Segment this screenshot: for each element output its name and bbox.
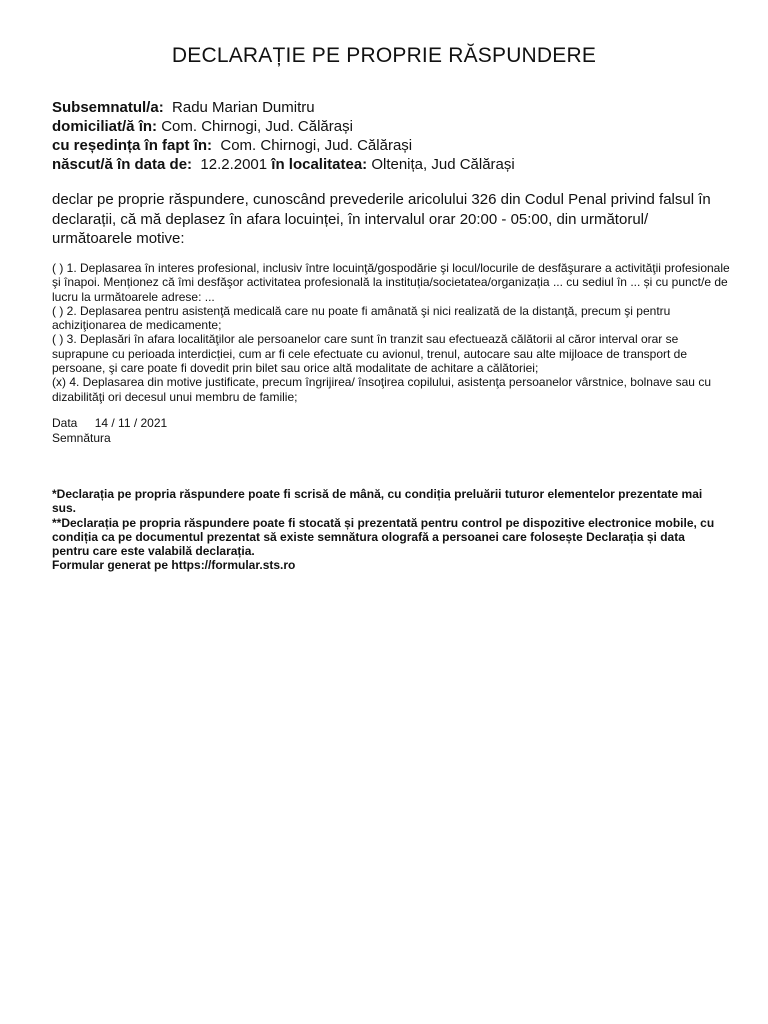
- residence-label: cu reședința în fapt în:: [52, 137, 213, 154]
- birth-label: născut/ă în data de:: [52, 156, 193, 173]
- footnotes: [52, 487, 722, 573]
- motive-item: (x) 4. Deplasarea din motive justificate, precum îngrijirea/ însoţirea copilului, asistenţa persoanelor vârstnice, bolnave sau cu dizabilităţi ori decesul unui membru de familie;: [52, 375, 711, 404]
- domicile-value: Com. Chirnogi, Jud. Călărași: [161, 118, 353, 135]
- name-label: Subsemnatul/a:: [52, 99, 164, 116]
- birth-place-label: în localitatea:: [271, 156, 368, 173]
- domicile-label: domiciliat/ă în:: [52, 118, 158, 135]
- footnote-handwritten: *Declarația pe propria răspundere poate fi scrisă de mână, cu condiția preluării tuturor elementelor prezentate mai sus.: [52, 487, 703, 516]
- date-value: 14 / 11 / 2021: [94, 416, 168, 430]
- name-value: Radu Marian Dumitru: [172, 99, 315, 116]
- motive-item: ( ) 1. Deplasarea în interes profesional, inclusiv între locuinţă/gospodărie şi locul/locurile de desfăşurare a activităţii profesionale şi înapoi. Menționez că îmi desfăşor activitatea profesională la instituția/societatea/organizația ... cu sediul în ... și cu punct/e de lucru la următoarele adrese: ...: [52, 261, 730, 304]
- date-signature-block: [52, 416, 167, 446]
- birth-row: [52, 155, 732, 174]
- motive-item: ( ) 2. Deplasarea pentru asistenţă medicală care nu poate fi amânată şi nici realizată de la distanţă, precum şi pentru achiziţionarea de medicamente;: [52, 303, 671, 333]
- birth-date: 12.2.2001: [200, 156, 268, 173]
- signature-label: Semnătura: [52, 431, 111, 445]
- footnote-generator: Formular generat pe https://formular.sts.ro: [52, 558, 296, 573]
- footnote-electronic: **Declarația pe propria răspundere poate fi stocată și prezentată pentru control pe dispozitive electronice mobile, cu condiția ca pe documentul prezentat să existe semnătura olografă a persoanei care folosește Declarația și data pentru care este valabilă declarația.: [52, 515, 715, 559]
- declaration-statement: declar pe proprie răspundere, cunoscând prevederile aricolului 326 din Codul Penal privind falsul în declarații, că mă deplasez în afara locuinței, în intervalul orar 20:00 - 05:00, din următorul/ următoarele motive:: [52, 191, 711, 247]
- motive-item: ( ) 3. Deplasări în afara localităţilor ale persoanelor care sunt în tranzit sau efectuează călătorii al căror interval orar se suprapune cu perioada interdicției, cum ar fi cele efectuate cu avionul, trenul, autocare sau alte mijloace de transport de persoane, şi care poate fi dovedit prin bilet sau orice altă modalitate de achitare a călătoriei;: [52, 332, 688, 376]
- residence-row: [52, 136, 732, 155]
- page-title: DECLARAȚIE PE PROPRIE RĂSPUNDERE: [171, 44, 597, 67]
- identity-block: [52, 98, 732, 174]
- residence-value: Com. Chirnogi, Jud. Călărași: [220, 137, 413, 154]
- motives-list: [52, 261, 732, 404]
- domicile-row: [52, 117, 732, 136]
- name-row: [52, 98, 732, 117]
- birth-place-value: Oltenița, Jud Călărași: [371, 156, 515, 173]
- date-label: Data: [52, 416, 78, 430]
- date-row: [52, 416, 167, 431]
